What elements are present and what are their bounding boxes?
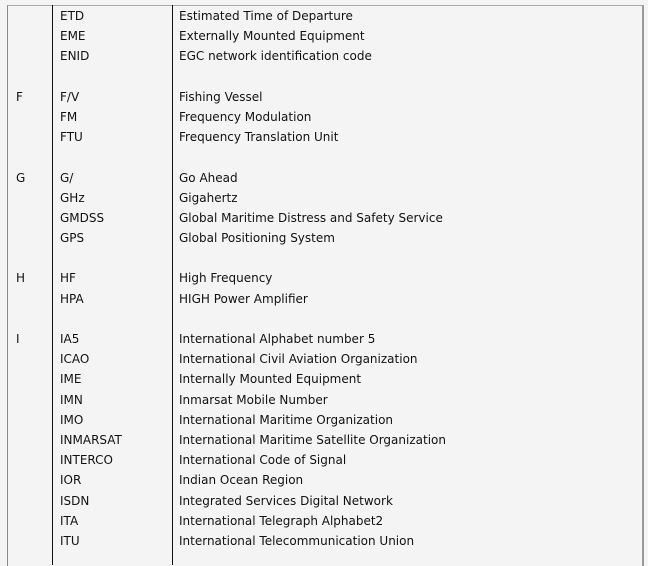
abbreviation: ITA (60, 513, 79, 528)
definition: EGC network identification code (179, 49, 372, 64)
definition: Estimated Time of Departure (179, 9, 353, 23)
definition: Inmarsat Mobile Number (179, 392, 328, 407)
table-row (0, 208, 648, 228)
definition: International Alphabet number 5 (179, 332, 376, 346)
table-row (0, 309, 648, 329)
table-row (0, 67, 648, 87)
table-row (0, 26, 648, 46)
table-row (0, 511, 648, 531)
abbreviation: ICAO (60, 352, 90, 367)
definition: International Telegraph Alphabet2 (179, 513, 384, 528)
abbreviation: INTERCO (60, 453, 113, 468)
abbreviation: GPS (60, 231, 85, 246)
table-row (0, 349, 648, 369)
abbreviation: IOR (60, 473, 82, 488)
definition: International Civil Aviation Organization (179, 352, 418, 367)
abbreviation: GHz (60, 190, 85, 205)
abbreviation-table (0, 6, 648, 551)
table-row (0, 531, 648, 551)
table-row (0, 6, 648, 26)
abbreviation: IA5 (60, 332, 80, 346)
table-row (0, 390, 648, 410)
definition: International Maritime Satellite Organization (179, 432, 446, 447)
table-row (0, 268, 648, 288)
abbreviation: FTU (60, 130, 83, 145)
table-row (0, 168, 648, 188)
definition: Gigahertz (179, 190, 238, 205)
table-row (0, 329, 648, 349)
table-row (0, 491, 648, 511)
table-row (0, 107, 648, 127)
section-letter: G (16, 170, 26, 185)
abbreviation: EME (60, 29, 86, 44)
table-row (0, 228, 648, 248)
definition: Internally Mounted Equipment (179, 372, 362, 387)
abbreviation: IMO (60, 412, 84, 427)
abbreviation: ETD (60, 9, 85, 23)
definition: Frequency Modulation (179, 109, 312, 124)
table-row (0, 470, 648, 490)
section-letter: I (16, 332, 20, 346)
definition: International Code of Signal (179, 453, 347, 468)
definition: Externally Mounted Equipment (179, 29, 365, 44)
definition: Integrated Services Digital Network (179, 493, 393, 508)
definition: HIGH Power Amplifier (179, 291, 308, 306)
definition: Go Ahead (179, 170, 238, 185)
table-row (0, 369, 648, 389)
table-row (0, 87, 648, 107)
table-row (0, 188, 648, 208)
abbreviation: G/ (60, 170, 74, 185)
definition: International Telecommunication Union (179, 533, 415, 548)
definition: High Frequency (179, 271, 273, 286)
table-row (0, 450, 648, 470)
abbreviation: HPA (60, 291, 84, 306)
table-row (0, 410, 648, 430)
table-row (0, 147, 648, 167)
abbreviation: F/V (60, 89, 80, 104)
definition: Global Maritime Distress and Safety Service (179, 210, 443, 225)
definition: Frequency Translation Unit (179, 130, 339, 145)
abbreviation: ITU (60, 533, 80, 548)
definition: Global Positioning System (179, 231, 335, 246)
table-row (0, 248, 648, 268)
definition: Fishing Vessel (179, 89, 263, 104)
section-letter: H (16, 271, 26, 286)
abbreviation: FM (60, 109, 78, 124)
table-row (0, 127, 648, 147)
abbreviation: ENID (60, 49, 90, 64)
definition: International Maritime Organization (179, 412, 394, 427)
definition: Indian Ocean Region (179, 473, 304, 488)
table-row (0, 46, 648, 66)
table-row (0, 430, 648, 450)
abbreviation: IME (60, 372, 82, 387)
table-row (0, 289, 648, 309)
abbreviation: GMDSS (60, 210, 105, 225)
abbreviation: IMN (60, 392, 83, 407)
abbreviation: INMARSAT (60, 432, 122, 447)
abbreviation: HF (60, 271, 76, 286)
abbreviation: ISDN (60, 493, 90, 508)
section-letter: F (16, 89, 23, 104)
